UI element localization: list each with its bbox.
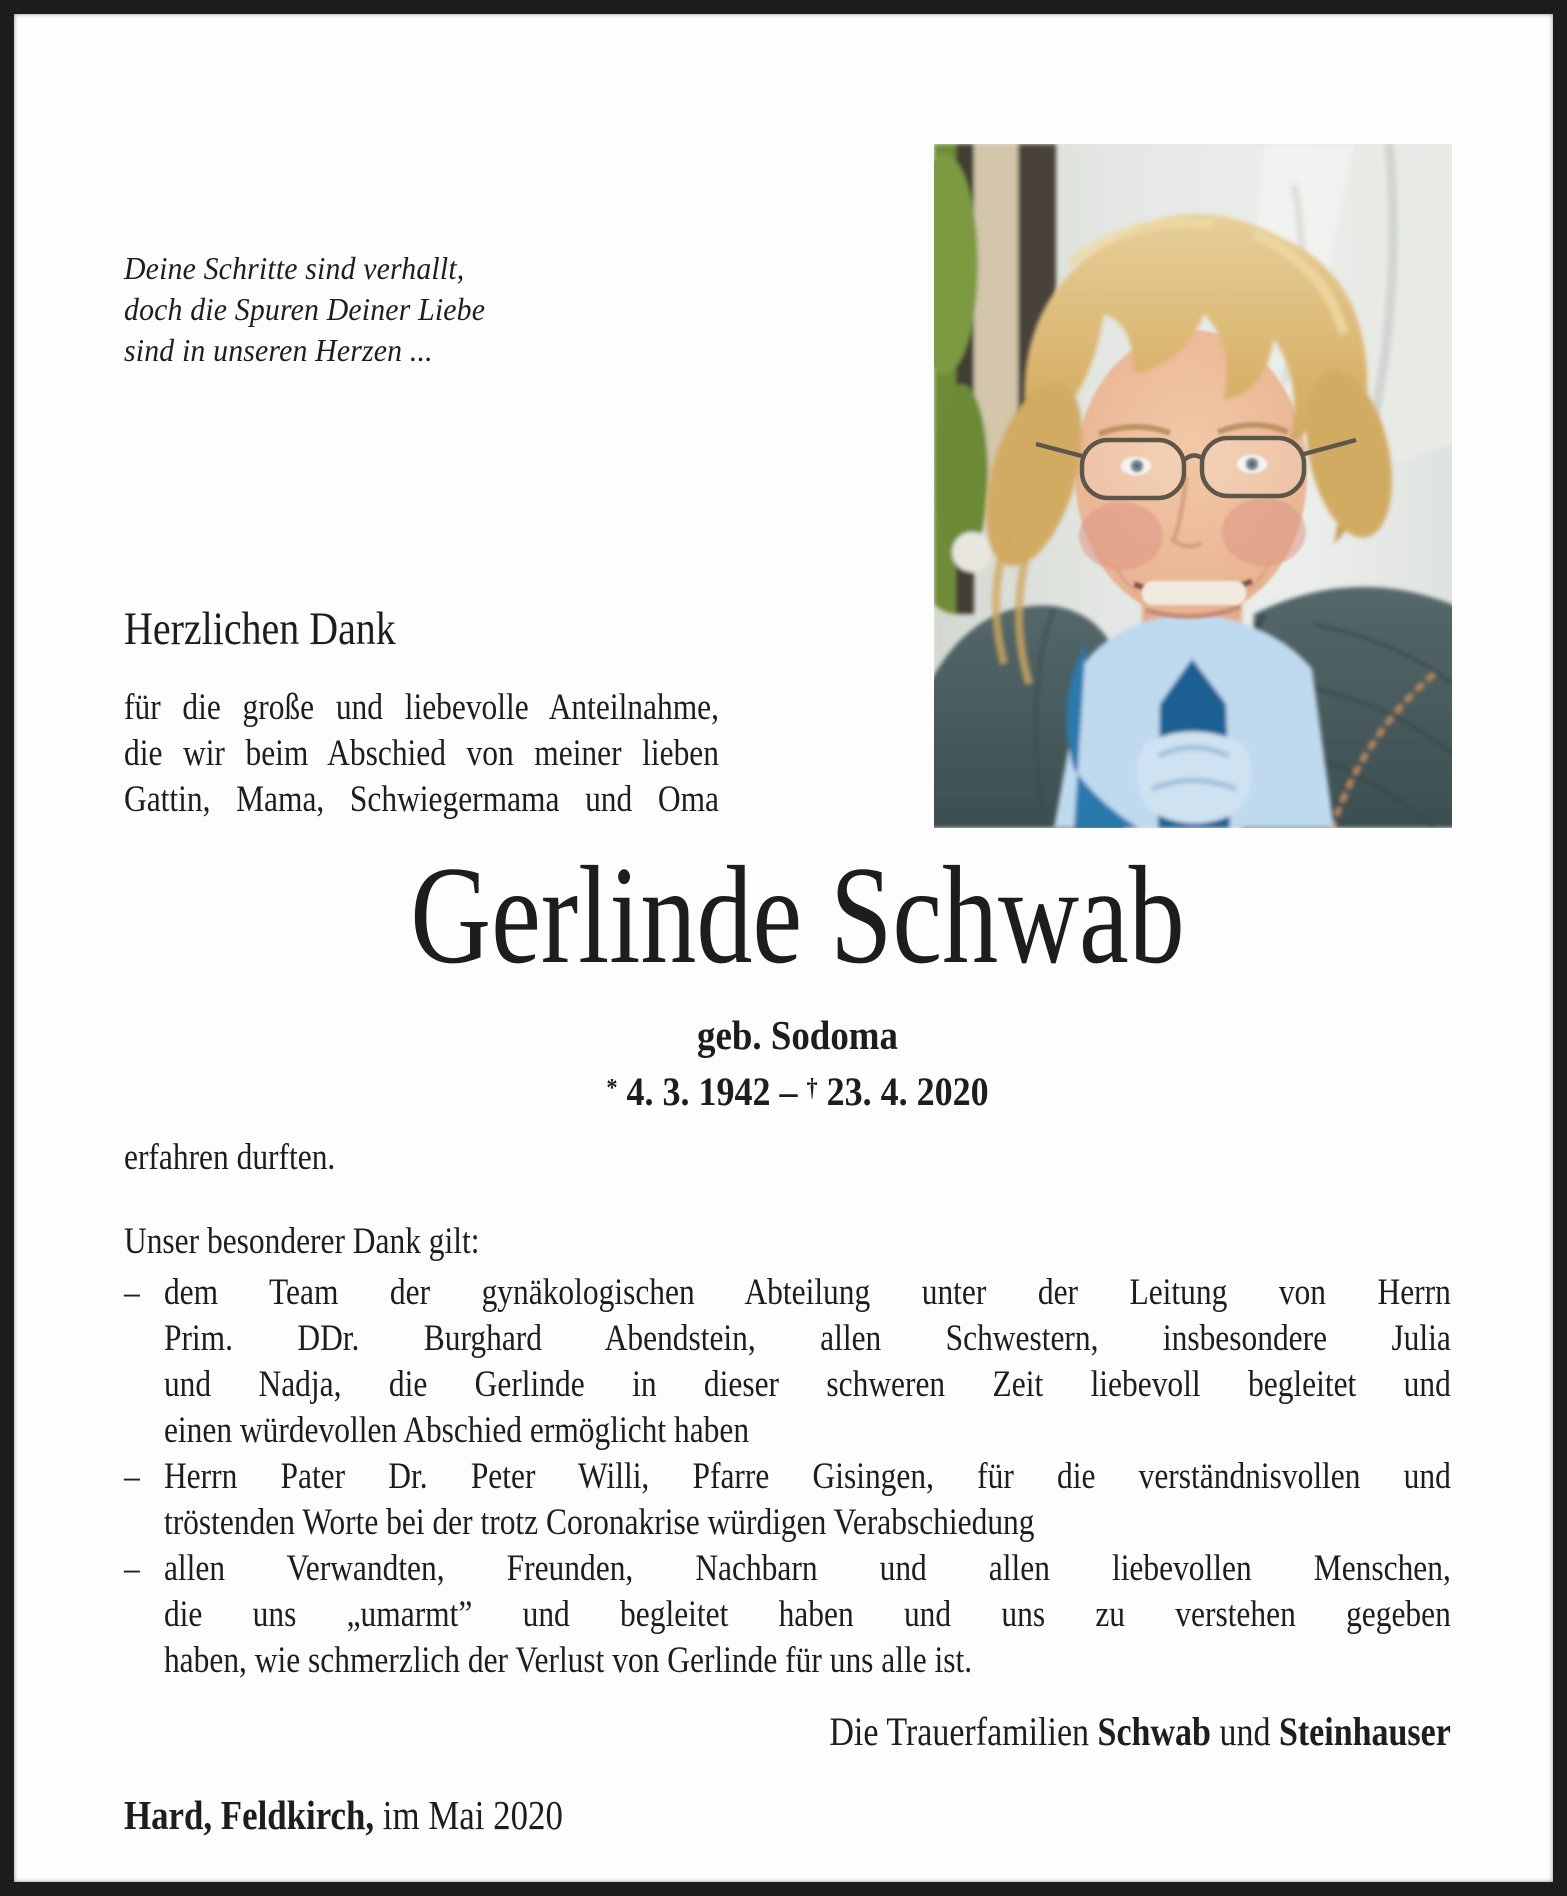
footer-location: Hard, Feldkirch,: [124, 1792, 375, 1838]
poem-line: Deine Schritte sind verhallt,: [124, 250, 465, 286]
death-date: 23. 4. 2020: [826, 1069, 989, 1114]
thanks-item-line: – dem Team der gynäkologischen Abteilung unter der Leitung von Herrn: [124, 1270, 1451, 1316]
closing-prefix: Die Trauerfamilien: [829, 1709, 1090, 1754]
life-dates: [92, 1068, 1502, 1115]
thanks-item-line: die uns „umarmt” und begleitet haben und uns zu verstehen gegeben: [163, 1594, 1451, 1635]
thanks-item-line: Prim. DDr. Burghard Abendstein, allen Schwestern, insbesondere Julia: [163, 1318, 1451, 1359]
thanks-list: [124, 1270, 1451, 1684]
birth-date: 4. 3. 1942: [626, 1069, 771, 1114]
thanks-item-line: haben, wie schmerzlich der Verlust von Gerlinde für uns alle ist.: [163, 1640, 973, 1681]
intro-line: für die große und liebevolle Anteilnahme,: [124, 687, 719, 728]
poem: [124, 248, 485, 371]
family-name: Steinhauser: [1278, 1709, 1451, 1754]
birth-symbol: *: [606, 1074, 618, 1102]
family-name: Schwab: [1097, 1709, 1211, 1754]
maiden-name: geb. Sodoma: [697, 1012, 898, 1058]
thanks-item-line: – Herrn Pater Dr. Peter Willi, Pfarre Gisingen, für die verständnisvollen und: [124, 1454, 1451, 1500]
death-symbol: †: [806, 1074, 818, 1102]
deceased-name: Gerlinde Schwab: [410, 838, 1185, 993]
thanks-item-line: einen würdevollen Abschied ermöglicht haben: [163, 1410, 750, 1451]
special-thanks-heading: Unser besonderer Dank gilt:: [124, 1221, 480, 1262]
intro-paragraph: [124, 685, 719, 823]
closing-connector: und: [1219, 1709, 1271, 1754]
intro-line: Gattin, Mama, Schwiegermama und Oma: [124, 779, 719, 820]
intro-line: die wir beim Abschied von meiner lieben: [124, 733, 719, 774]
place-date-line: [124, 1791, 563, 1839]
date-separator: –: [779, 1069, 798, 1114]
after-name-text: erfahren durften.: [124, 1137, 336, 1178]
poem-line: doch die Spuren Deiner Liebe: [124, 291, 486, 327]
thanks-item-line: und Nadja, die Gerlinde in dieser schweren Zeit liebevoll begleitet und: [163, 1364, 1451, 1405]
bullet-dash: –: [124, 1456, 140, 1497]
bullet-dash: –: [124, 1548, 140, 1589]
portrait-photo: [934, 144, 1452, 828]
footer-date: im Mai 2020: [382, 1792, 563, 1838]
thanks-item-line: tröstenden Worte bei der trotz Coronakrise würdigen Verabschiedung: [163, 1502, 1035, 1543]
thanks-item-line: – allen Verwandten, Freunden, Nachbarn und allen liebevollen Menschen,: [124, 1546, 1451, 1592]
bullet-dash: –: [124, 1272, 140, 1313]
portrait-photo-art: [934, 144, 1452, 828]
mourning-families: [124, 1708, 1451, 1755]
poem-line: sind in unseren Herzen ...: [124, 332, 433, 368]
thanks-title: Herzlichen Dank: [124, 603, 396, 655]
